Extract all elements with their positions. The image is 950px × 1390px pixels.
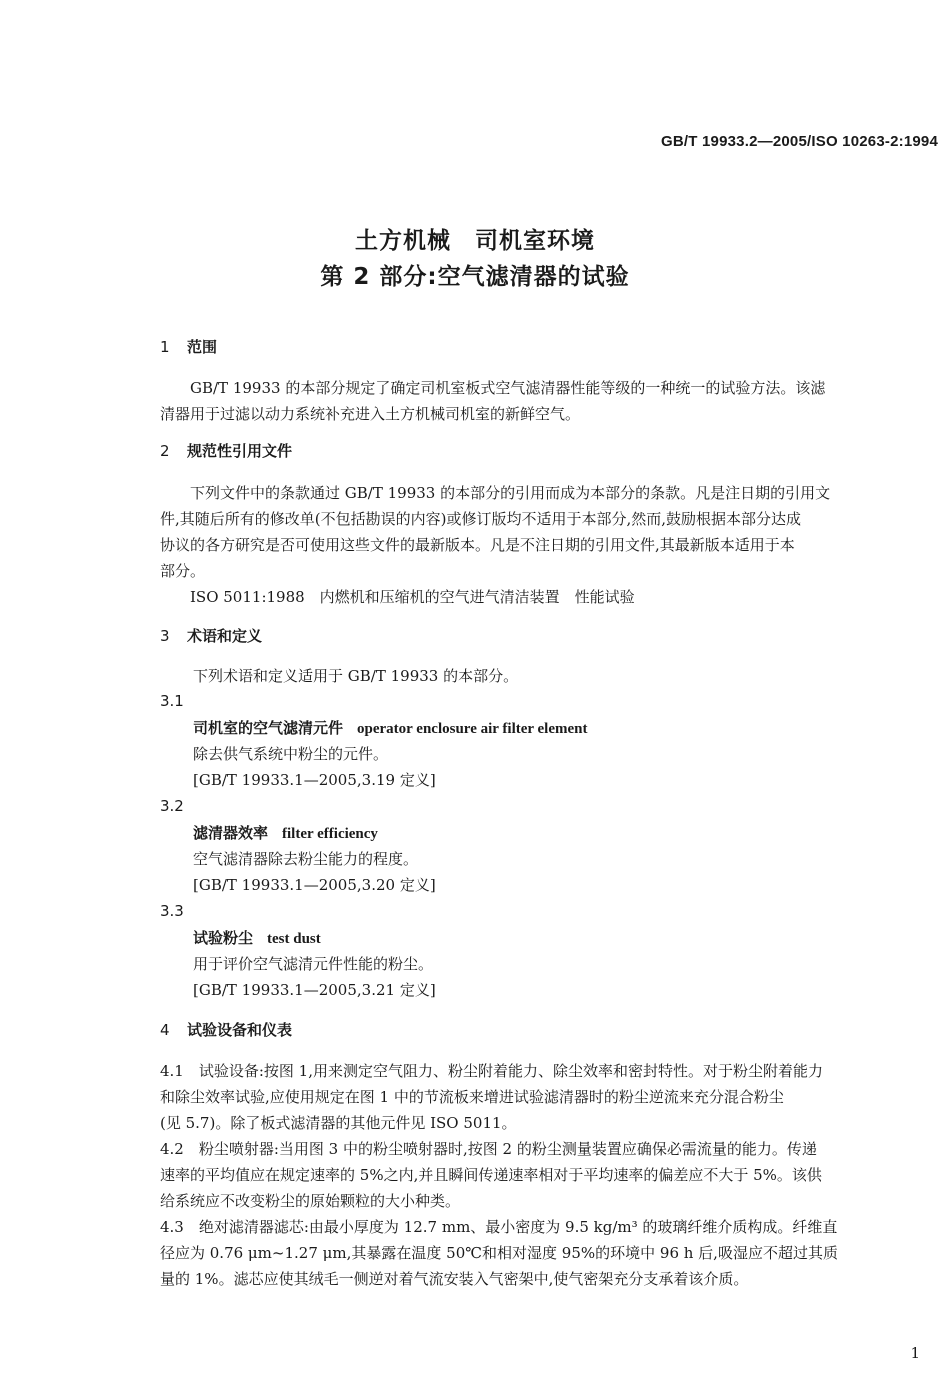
term-definition: 空气滤清器除去粉尘能力的程度。 bbox=[193, 850, 419, 868]
standard-code: GB/T 19933.2—2005/ISO 10263-2:1994 bbox=[661, 133, 938, 150]
text-line: 量的 1%。滤芯应使其绒毛一侧逆对着气流安装入气密架中,使气密架充分支承着该介质。 bbox=[160, 1270, 749, 1288]
page-number: 1 bbox=[910, 1344, 920, 1362]
text-line: 件,其随后所有的修改单(不包括勘误的内容)或修订版均不适用于本部分,然而,鼓励根据本部分达成 bbox=[160, 510, 802, 528]
term-zh: 滤清器效率 bbox=[193, 824, 269, 842]
text-line: 协议的各方研究是否可使用这些文件的最新版本。凡是不注日期的引用文件,其最新版本适用于本 bbox=[160, 536, 795, 554]
term-number: 3.3 bbox=[160, 902, 184, 920]
text-line: 和除尘效率试验,应使用规定在图 1 中的节流板来增进试验滤清器时的粉尘逆流来充分混合粉尘 bbox=[160, 1088, 784, 1106]
text-line: 4.3 绝对滤清器滤芯:由最小厚度为 12.7 mm、最小密度为 9.5 kg/m³ 的玻璃纤维介质构成。纤维直 bbox=[160, 1218, 838, 1236]
term-source: [GB/T 19933.1—2005,3.21 定义] bbox=[193, 981, 436, 999]
term-title bbox=[193, 925, 321, 952]
section-4-heading: 4 试验设备和仪表 bbox=[160, 1021, 293, 1039]
normative-reference: ISO 5011:1988 内燃机和压缩机的空气进气清洁装置 性能试验 bbox=[190, 588, 635, 606]
text-line: 给系统应不改变粉尘的原始颗粒的大小种类。 bbox=[160, 1192, 461, 1210]
term-number: 3.1 bbox=[160, 692, 184, 710]
text-line: GB/T 19933 的本部分规定了确定司机室板式空气滤清器性能等级的一种统一的试验方法。该滤 bbox=[190, 379, 826, 397]
title-line-2: 第 2 部分:空气滤清器的试验 bbox=[320, 264, 630, 290]
term-zh: 司机室的空气滤清元件 bbox=[193, 719, 344, 737]
term-source: [GB/T 19933.1—2005,3.20 定义] bbox=[193, 876, 436, 894]
text-line: 4.2 粉尘喷射器:当用图 3 中的粉尘喷射器时,按图 2 的粉尘测量装置应确保必需流量的能力。传递 bbox=[160, 1140, 817, 1158]
text-line: (见 5.7)。除了板式滤清器的其他元件见 ISO 5011。 bbox=[160, 1114, 517, 1132]
section-4-body bbox=[160, 1058, 938, 1292]
term-definition: 用于评价空气滤清元件性能的粉尘。 bbox=[193, 955, 434, 973]
term-en: operator enclosure air filter element bbox=[357, 721, 588, 737]
section-3-intro: 下列术语和定义适用于 GB/T 19933 的本部分。 bbox=[193, 667, 519, 685]
text-line: 4.1 试验设备:按图 1,用来测定空气阻力、粉尘附着能力、除尘效率和密封特性。对于粉尘附着能力 bbox=[160, 1062, 823, 1080]
term-title bbox=[193, 820, 378, 847]
term-definition: 除去供气系统中粉尘的元件。 bbox=[193, 745, 389, 763]
term-zh: 试验粉尘 bbox=[193, 929, 254, 947]
text-line: 径应为 0.76 μm~1.27 μm,其暴露在温度 50℃和相对湿度 95%的环境中 96 h 后,吸湿应不超过其质 bbox=[160, 1244, 838, 1262]
term-en: test dust bbox=[267, 931, 321, 947]
section-2-body bbox=[160, 480, 938, 610]
text-line: 速率的平均值应在规定速率的 5%之内,并且瞬间传递速率相对于平均速率的偏差应不大于 5%。该供 bbox=[160, 1166, 822, 1184]
section-3-heading: 3 术语和定义 bbox=[160, 627, 263, 645]
text-line: 清器用于过滤以动力系统补充进入土方机械司机室的新鲜空气。 bbox=[160, 405, 581, 423]
title-line-1: 土方机械 司机室环境 bbox=[355, 228, 595, 254]
text-line: 下列文件中的条款通过 GB/T 19933 的本部分的引用而成为本部分的条款。凡是注日期的引用文 bbox=[190, 484, 831, 502]
term-number: 3.2 bbox=[160, 797, 184, 815]
section-1-heading: 1 范围 bbox=[160, 338, 218, 356]
text-line: 部分。 bbox=[160, 562, 206, 580]
section-2-heading: 2 规范性引用文件 bbox=[160, 442, 293, 460]
section-1-body bbox=[160, 375, 938, 427]
term-source: [GB/T 19933.1—2005,3.19 定义] bbox=[193, 771, 436, 789]
term-title bbox=[193, 715, 588, 742]
term-en: filter efficiency bbox=[282, 826, 378, 842]
